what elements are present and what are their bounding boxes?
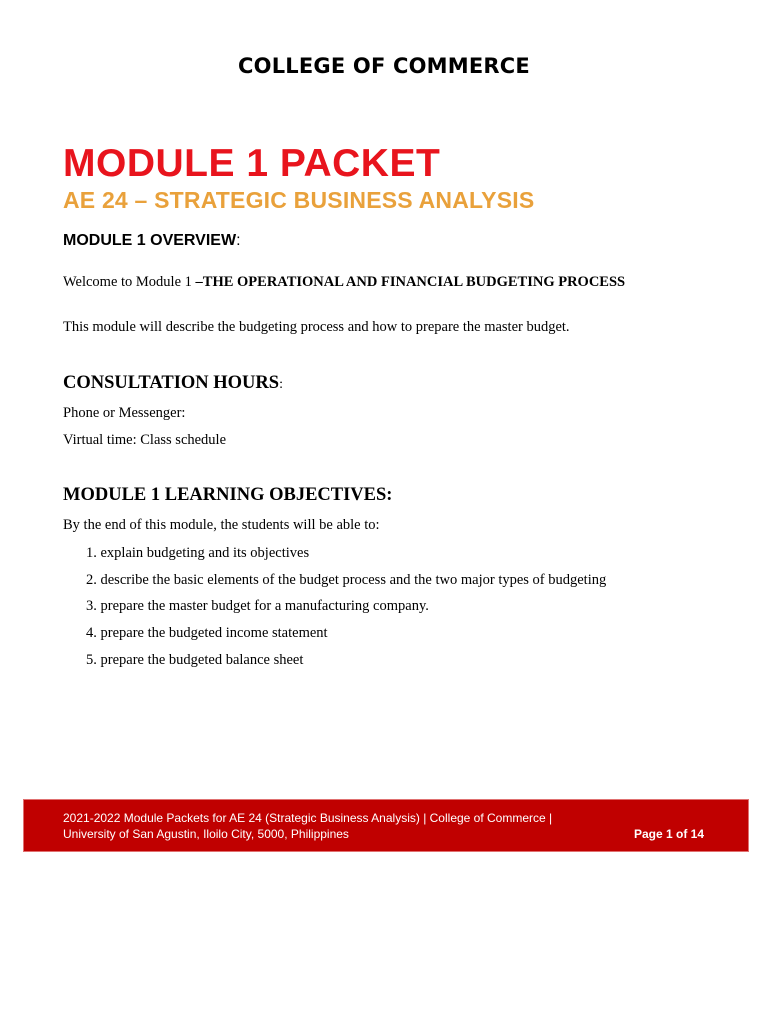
consultation-virtual: Virtual time: Class schedule (63, 432, 227, 448)
overview-heading-text: MODULE 1 OVERVIEW (63, 232, 237, 249)
welcome-text (63, 274, 625, 291)
consultation-phone: Phone or Messenger: (63, 405, 186, 421)
objectives-heading: MODULE 1 LEARNING OBJECTIVES: (63, 485, 393, 505)
consultation-heading-colon: : (279, 377, 283, 392)
objective-item: 1. explain budgeting and its objectives (86, 545, 310, 561)
objectives-intro: By the end of this module, the students will be able to: (63, 517, 380, 533)
overview-heading-colon: : (236, 232, 241, 249)
objectives-list (86, 544, 606, 677)
footer-line-2: University of San Agustin, Iloilo City, 5000, Philippines (63, 827, 349, 841)
module-title: MODULE 1 PACKET (63, 142, 441, 185)
course-subtitle: AE 24 – STRATEGIC BUSINESS ANALYSIS (63, 187, 535, 213)
college-header: COLLEGE OF COMMERCE (238, 54, 530, 78)
footer-line-1: 2021-2022 Module Packets for AE 24 (Strategic Business Analysis) | College of Commerce | (63, 811, 553, 825)
objective-item: 3. prepare the master budget for a manufacturing company. (86, 598, 429, 615)
consultation-heading (63, 373, 283, 394)
module-topic: –THE OPERATIONAL AND FINANCIAL BUDGETING PROCESS (195, 274, 626, 290)
objective-item: 5. prepare the budgeted balance sheet (86, 651, 304, 668)
welcome-prefix: Welcome to Module 1 (63, 274, 196, 290)
objective-item: 2. describe the basic elements of the budget process and the two major types of budgeting (86, 571, 607, 588)
page-footer (23, 799, 749, 852)
page-number: Page 1 of 14 (633, 827, 704, 841)
module-description: This module will describe the budgeting process and how to prepare the master budget. (63, 319, 570, 335)
overview-heading (63, 232, 241, 250)
objective-item: 4. prepare the budgeted income statement (86, 625, 328, 642)
consultation-heading-text: CONSULTATION HOURS (63, 373, 280, 393)
